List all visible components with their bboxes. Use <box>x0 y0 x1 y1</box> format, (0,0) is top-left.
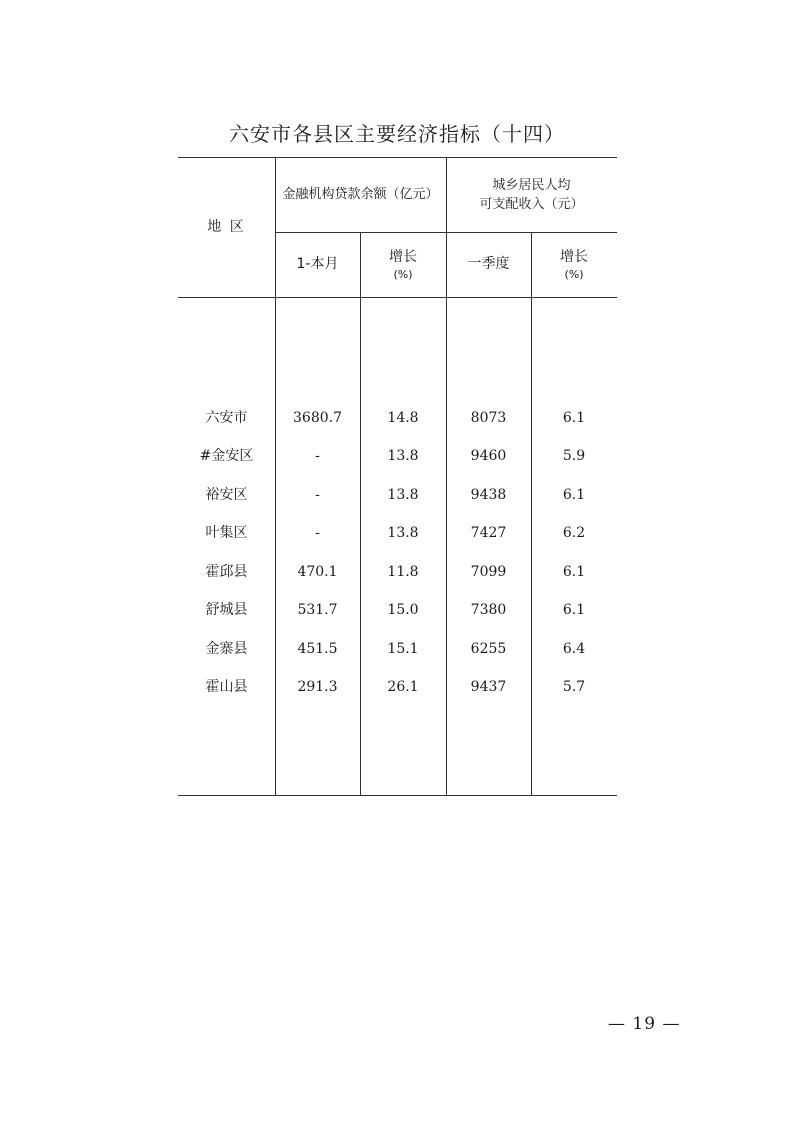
cell-loans-growth: 13.8 <box>387 448 419 464</box>
cell-loans: 291.3 <box>297 679 338 695</box>
table-row <box>178 521 617 545</box>
table-row <box>178 675 617 699</box>
cell-loans: 470.1 <box>297 564 338 580</box>
table-row <box>178 483 617 507</box>
cell-loans: - <box>315 487 320 503</box>
cell-loans-growth: 15.0 <box>387 602 419 618</box>
cell-income-growth: 6.2 <box>562 525 586 541</box>
cell-loans-growth: 15.1 <box>387 641 419 657</box>
header-income-group <box>446 158 617 233</box>
header-income-growth-label: 增长 <box>560 248 588 265</box>
header-loans-growth <box>360 233 446 297</box>
cell-income: 8073 <box>470 410 507 426</box>
cell-income: 7380 <box>470 602 507 618</box>
cell-loans: 531.7 <box>297 602 338 618</box>
cell-income: 7427 <box>470 525 507 541</box>
header-income-period: 一季度 <box>467 256 510 273</box>
header-loans-growth-unit: (%) <box>393 268 413 282</box>
cell-income: 9438 <box>470 487 507 503</box>
header-loans-group: 金融机构贷款余额（亿元） <box>282 187 439 203</box>
cell-region: 裕安区 <box>205 487 248 503</box>
indicator-table <box>178 157 617 796</box>
header-loans-period: 1-本月 <box>296 256 339 273</box>
cell-income: 6255 <box>470 641 507 657</box>
column-divider <box>531 233 532 795</box>
cell-loans-growth: 13.8 <box>387 487 419 503</box>
cell-loans-growth: 13.8 <box>387 525 419 541</box>
cell-loans: - <box>315 525 320 541</box>
cell-income: 9437 <box>470 679 507 695</box>
cell-region: 金寨县 <box>205 641 248 657</box>
page-number: — 19 — <box>608 1014 681 1034</box>
cell-loans: 3680.7 <box>293 410 342 426</box>
cell-loans: 451.5 <box>297 641 338 657</box>
cell-region: 霍山县 <box>205 679 248 695</box>
table-row <box>178 406 617 430</box>
header-income-growth-unit: (%) <box>564 268 584 282</box>
cell-income-growth: 6.1 <box>562 487 586 503</box>
header-income-line2: 可支配收入（元） <box>479 196 584 212</box>
header-income-line1: 城乡居民人均 <box>492 178 571 194</box>
header-region: 地 区 <box>207 219 246 236</box>
cell-income-growth: 6.1 <box>562 564 586 580</box>
cell-income: 9460 <box>470 448 507 464</box>
page-title: 六安市各县区主要经济指标（十四） <box>229 122 565 146</box>
header-loans-growth-label: 增长 <box>389 248 417 265</box>
cell-income: 7099 <box>470 564 507 580</box>
cell-loans-growth: 14.8 <box>387 410 419 426</box>
cell-income-growth: 5.9 <box>562 448 586 464</box>
table-row <box>178 637 617 661</box>
cell-income-growth: 6.1 <box>562 410 586 426</box>
cell-region: 霍邱县 <box>205 564 248 580</box>
cell-income-growth: 6.1 <box>562 602 586 618</box>
cell-region: 叶集区 <box>205 525 248 541</box>
cell-region: #金安区 <box>199 448 254 464</box>
cell-income-growth: 6.4 <box>562 641 586 657</box>
column-divider <box>360 233 361 795</box>
cell-loans-growth: 26.1 <box>387 679 419 695</box>
header-income-growth <box>531 233 617 297</box>
cell-loans: - <box>315 448 320 464</box>
table-row <box>178 444 617 468</box>
cell-region: 六安市 <box>205 410 248 426</box>
table-row <box>178 598 617 622</box>
table-row <box>178 560 617 584</box>
cell-loans-growth: 11.8 <box>387 564 419 580</box>
cell-income-growth: 5.7 <box>562 679 586 695</box>
cell-region: 舒城县 <box>205 602 248 618</box>
